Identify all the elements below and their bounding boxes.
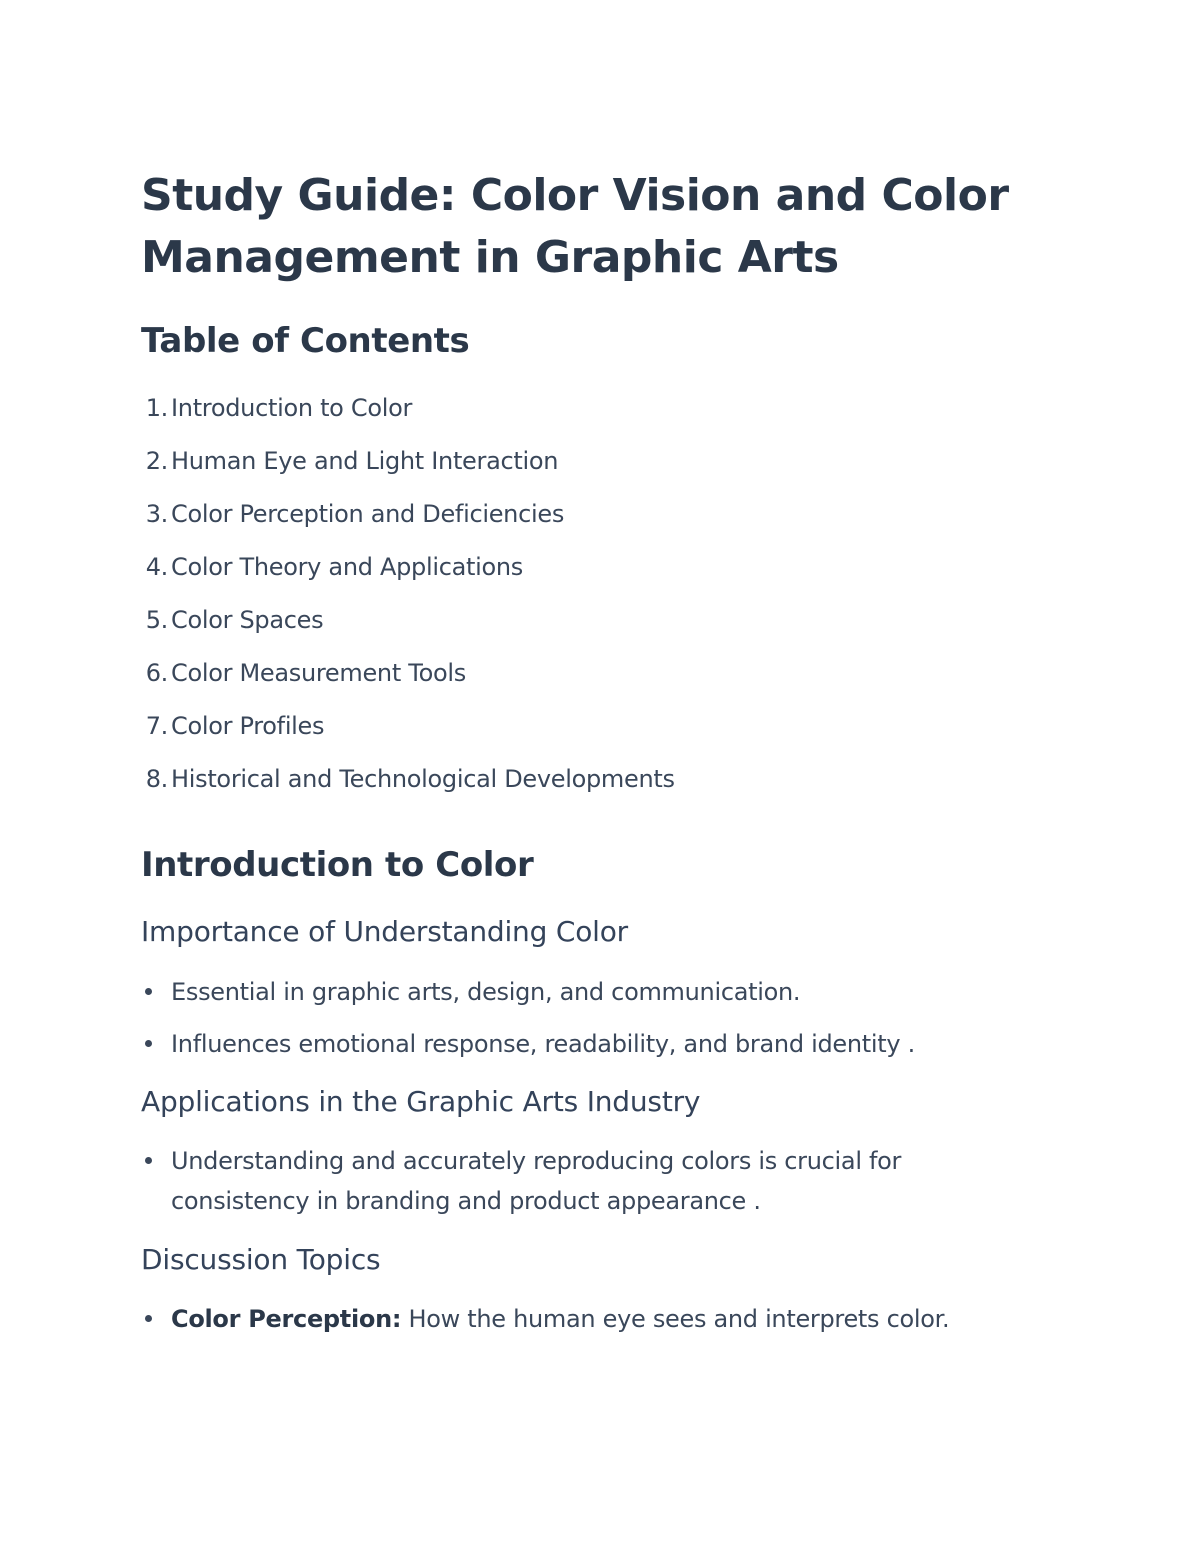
toc-item-number: 5. — [145, 606, 168, 634]
list-item-text-line1: Understanding and accurately reproducing colors is crucial for — [171, 1147, 902, 1175]
toc-item-label: Color Theory and Applications — [171, 553, 523, 581]
list-item-text: Essential in graphic arts, design, and communication. — [171, 978, 801, 1006]
toc-item[interactable] — [141, 394, 1041, 447]
list-item-text-line2: consistency in branding and product appearance . — [171, 1187, 761, 1215]
table-of-contents — [141, 394, 1041, 818]
toc-item[interactable] — [141, 712, 1041, 765]
list-item — [141, 1141, 1041, 1221]
list-item — [141, 1024, 1041, 1064]
discussion-text: How the human eye sees and interprets color. — [401, 1305, 950, 1333]
subsection-heading-discussion: Discussion Topics — [141, 1243, 381, 1276]
toc-item[interactable] — [141, 606, 1041, 659]
document-title — [141, 165, 1041, 289]
importance-list — [141, 972, 1041, 1064]
toc-item[interactable] — [141, 765, 1041, 818]
toc-item-number: 1. — [145, 394, 168, 422]
toc-item-label: Historical and Technological Developments — [171, 765, 675, 793]
toc-item-label: Color Measurement Tools — [171, 659, 466, 687]
toc-item-label: Color Perception and Deficiencies — [171, 500, 565, 528]
toc-item-number: 8. — [145, 765, 168, 793]
list-item — [141, 972, 1041, 1012]
toc-item[interactable] — [141, 447, 1041, 500]
toc-item-label: Introduction to Color — [171, 394, 413, 422]
toc-item-number: 7. — [145, 712, 168, 740]
toc-item-label: Color Spaces — [171, 606, 324, 634]
document-title-line1: Study Guide: Color Vision and Color — [141, 170, 1009, 221]
subsection-heading-applications: Applications in the Graphic Arts Industry — [141, 1085, 701, 1118]
bullet-icon — [145, 988, 152, 995]
bullet-icon — [145, 1315, 152, 1322]
toc-item-number: 3. — [145, 500, 168, 528]
list-item-text: Influences emotional response, readability, and brand identity . — [171, 1030, 915, 1058]
toc-item-label: Color Profiles — [171, 712, 325, 740]
list-item — [141, 1299, 1041, 1339]
document-title-line2: Management in Graphic Arts — [141, 232, 839, 283]
section-heading-intro: Introduction to Color — [141, 845, 534, 885]
bullet-icon — [145, 1040, 152, 1047]
document-page — [141, 165, 1041, 1339]
toc-item[interactable] — [141, 659, 1041, 712]
toc-item-label: Human Eye and Light Interaction — [171, 447, 559, 475]
toc-item[interactable] — [141, 553, 1041, 606]
toc-item-number: 2. — [145, 447, 168, 475]
bullet-icon — [145, 1157, 152, 1164]
discussion-list — [141, 1299, 1041, 1339]
discussion-term: Color Perception: — [171, 1305, 402, 1333]
toc-item-number: 6. — [145, 659, 168, 687]
toc-item-number: 4. — [145, 553, 168, 581]
toc-item[interactable] — [141, 500, 1041, 553]
toc-heading: Table of Contents — [141, 321, 470, 361]
applications-list — [141, 1141, 1041, 1221]
subsection-heading-importance: Importance of Understanding Color — [141, 915, 628, 948]
